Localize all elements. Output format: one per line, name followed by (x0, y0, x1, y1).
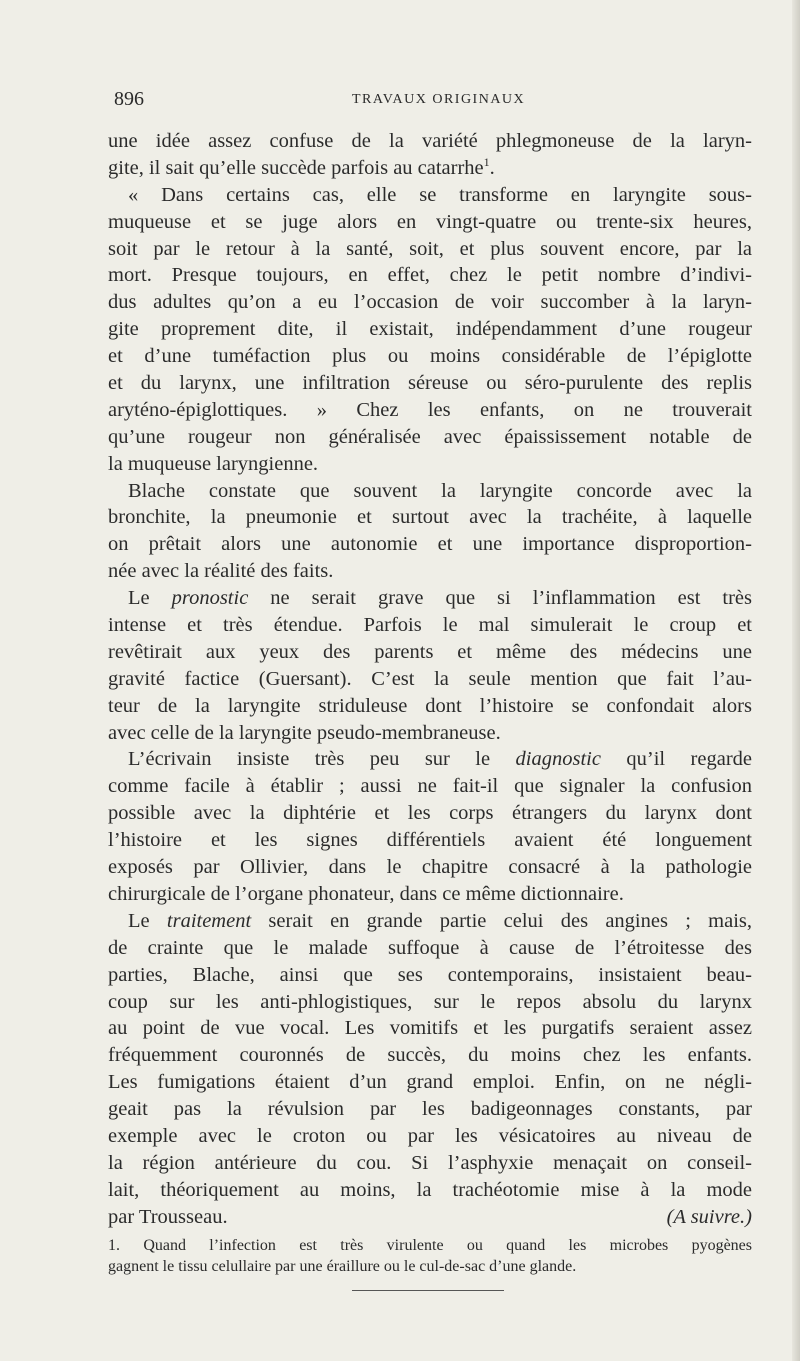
page-number: 896 (114, 88, 144, 110)
text-line: intense et très étendue. Parfois le mal simulerait le croup et (108, 614, 752, 637)
bottom-rule (352, 1290, 504, 1291)
text-line: et d’une tuméfaction plus ou moins considérable de l’épiglotte (108, 345, 752, 368)
text-line: lait, théoriquement au moins, la trachéotomie mise à la mode (108, 1178, 752, 1201)
footnote-number: 1. (108, 1237, 120, 1254)
text-line: L’écrivain insiste très peu sur le diagnostic qu’il regarde (128, 748, 753, 771)
text-line: exemple avec le croton ou par les vésicatoires au niveau de (108, 1124, 752, 1147)
text-line: la muqueuse laryngienne. (108, 452, 319, 475)
text-line: muqueuse et se juge alors en vingt-quatre ou trente-six heures, (108, 210, 752, 233)
text-line: possible avec la diphtérie et les corps étrangers du larynx dont (108, 802, 752, 825)
text-line: Le pronostic ne serait grave que si l’inflammation est très (128, 587, 753, 610)
text-line: bronchite, la pneumonie et surtout avec la trachéite, à laquelle (108, 506, 752, 529)
text-line: et du larynx, une infiltration séreuse ou séro-purulente des replis (108, 372, 752, 395)
text-line: au point de vue vocal. Les vomitifs et les purgatifs seraient assez (108, 1017, 752, 1040)
text-line: avec celle de la laryngite pseudo-membraneuse. (108, 721, 501, 744)
text-line: parties, Blache, ainsi que ses contemporains, insistaient beau- (108, 963, 752, 986)
text-line: une idée assez confuse de la variété phlegmoneuse de la laryn- (108, 130, 752, 152)
text-line: gravité factice (Guersant). C’est la seule mention que fait l’au- (108, 667, 752, 690)
text-line: revêtirait aux yeux des parents et même des médecins une (108, 640, 752, 663)
text-line: coup sur les anti-phlogistiques, sur le repos absolu du larynx (108, 990, 752, 1013)
text-line: teur de la laryngite striduleuse dont l’histoire se confondait alors (108, 694, 752, 717)
text-line: née avec la réalité des faits. (108, 560, 334, 583)
italic-term: diagnostic (515, 748, 601, 771)
italic-term: pronostic (171, 587, 249, 610)
text-line: Le traitement serait en grande partie celui des angines ; mais, (128, 909, 753, 932)
text-line: de crainte que le malade suffoque à cause de l’étroitesse des (108, 936, 752, 959)
text-line: gite, il sait qu’elle succède parfois au catarrhe$^1$. (108, 155, 495, 179)
text-line: comme facile à établir ; aussi ne fait-il que signaler la confusion (108, 775, 752, 798)
text-line: mort. Presque toujours, en effet, chez le petit nombre d’indivi- (108, 264, 752, 287)
text-line: fréquemment couronnés de succès, du moins chez les enfants. (108, 1044, 752, 1067)
text-line: Blache constate que souvent la laryngite concorde avec la (128, 479, 752, 502)
text-line: dus adultes qu’on a eu l’occasion de voir succomber à la laryn- (108, 291, 752, 314)
text-line: gite proprement dite, il existait, indépendamment d’une rougeur (108, 318, 752, 341)
text-line: exposés par Ollivier, dans le chapitre consacré à la pathologie (108, 856, 752, 879)
page-header (114, 88, 748, 112)
text-line: on prêtait alors une autonomie et une importance disproportion- (108, 533, 752, 556)
text-line: qu’une rougeur non généralisée avec épaississement notable de (108, 425, 752, 448)
running-head: TRAVAUX ORIGINAUX (352, 92, 526, 107)
text-line: par Trousseau. (A suivre.) (108, 1204, 752, 1231)
text-line: la région antérieure du cou. Si l’asphyxie menaçait on conseil- (108, 1151, 752, 1174)
footnote (108, 1235, 752, 1277)
body-text (108, 128, 752, 1231)
footnote-line: gagnent le tissu celullaire par une éraillure ou le cul-de-sac d’une glande. (108, 1258, 577, 1275)
page-edge (792, 0, 800, 1361)
text-line: l’histoire et les signes différentiels avaient été longuement (108, 829, 752, 852)
italic-term: traitement (166, 909, 252, 932)
footnote-line: 1. Quand l’infection est très virulente ou quand les microbes pyogènes (108, 1237, 753, 1254)
text-line: Les fumigations étaient d’un grand emploi. Enfin, on ne négli- (108, 1071, 752, 1094)
text-line: « Dans certains cas, elle se transforme en laryngite sous- (128, 183, 752, 206)
text-line: geait pas la révulsion par les badigeonnages constants, par (108, 1098, 752, 1121)
text-line: soit par le retour à la santé, soit, et plus souvent encore, par la (108, 237, 752, 260)
footnote-reference: 1 (483, 155, 490, 170)
text-line: aryténo-épiglottiques. » Chez les enfants, on ne trouverait (108, 398, 752, 421)
to-be-continued: (A suivre.) (666, 1205, 752, 1228)
text-line: chirurgicale de l’organe phonateur, dans ce même dictionnaire. (108, 882, 624, 905)
